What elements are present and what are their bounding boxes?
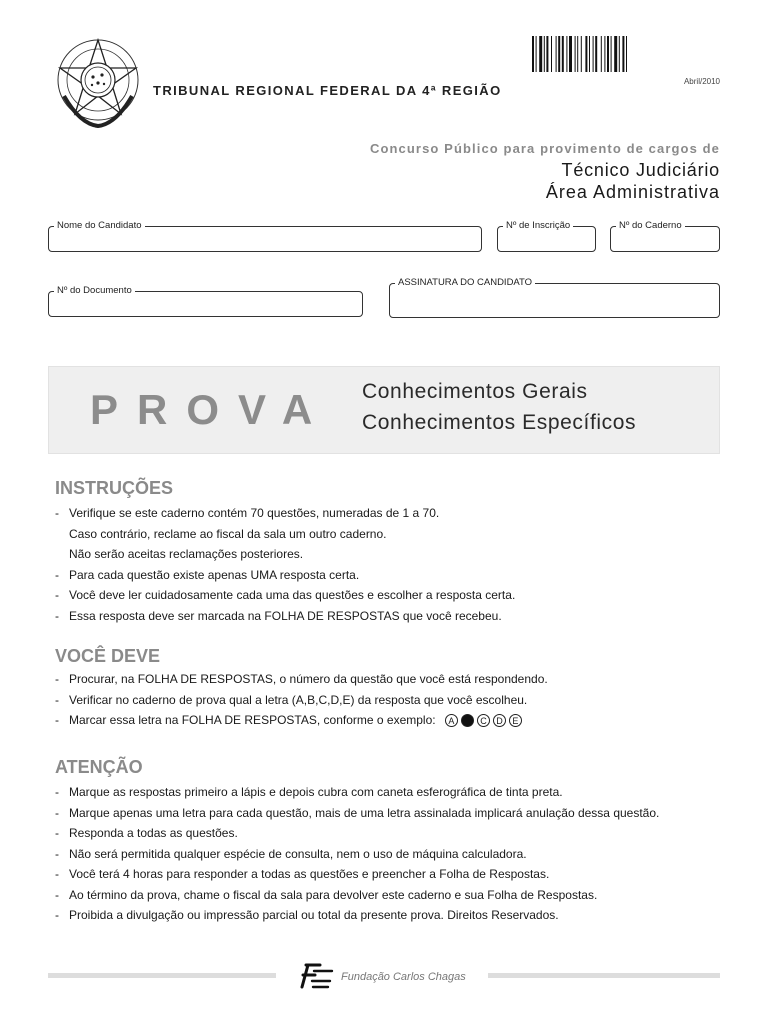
list-item: Não serão aceitas reclamações posteriores.	[69, 547, 304, 561]
list-item: - Você terá 4 horas para responder a todas as questões e preencher a Folha de Respostas.	[55, 867, 550, 881]
list-item: - Ao término da prova, chame o fiscal da sala para devolver este caderno e sua Folha de Respostas.	[55, 887, 598, 902]
cargo-title: Técnico Judiciário	[561, 160, 720, 180]
tribunal-title: TRIBUNAL REGIONAL FEDERAL DA 4ª REGIÃO	[153, 83, 502, 98]
list-item: - Marque apenas uma letra para cada questão, mais de uma letra assinalada implicará anulação dessa questão.	[55, 805, 660, 820]
footer-divider-right	[488, 973, 720, 978]
voce-deve-list	[55, 669, 548, 731]
inscricao-field[interactable]	[497, 220, 596, 252]
list-item: - Para cada questão existe apenas UMA resposta certa.	[55, 567, 360, 582]
concurso-subtitle: Concurso Público para provimento de cargos de	[369, 141, 720, 156]
caderno-label: Nº do Caderno	[616, 220, 685, 231]
brasil-coat-of-arms-seal	[50, 34, 146, 130]
list-item: Caso contrário, reclame ao fiscal da sala um outro caderno.	[69, 526, 387, 541]
list-item: - Não será permitida qualquer espécie de consulta, nem o uso de máquina calculadora.	[55, 846, 527, 861]
bubble-d: D	[493, 714, 506, 727]
list-item: - Verifique se este caderno contém 70 questões, numeradas de 1 a 70.	[55, 506, 440, 520]
atencao-heading: ATENÇÃO	[55, 757, 143, 777]
inscricao-label: Nº de Inscrição	[503, 220, 573, 231]
list-item: - Proibida a divulgação ou impressão parcial ou total da presente prova. Direitos Reservados.	[55, 908, 559, 922]
exam-date: Abril/2010	[683, 77, 720, 86]
bubble-a: A	[445, 714, 458, 727]
footer-divider-left	[48, 973, 276, 978]
answer-example	[445, 714, 522, 727]
assinatura-field[interactable]	[389, 277, 720, 318]
bubble-c: C	[477, 714, 490, 727]
conhecimentos-gerais: Conhecimentos Gerais	[362, 380, 588, 403]
prova-title: PROVA	[90, 386, 332, 433]
fcc-logo-icon	[298, 962, 334, 990]
bubble-e: E	[509, 714, 522, 727]
conhecimentos-especificos: Conhecimentos Específicos	[362, 411, 637, 434]
atencao-list	[55, 782, 659, 926]
caderno-field[interactable]	[610, 220, 720, 252]
documento-field[interactable]	[48, 285, 363, 317]
list-item: - Marque as respostas primeiro a lápis e depois cubra com caneta esferográfica de tinta preta.	[55, 785, 563, 799]
fcc-name: Fundação Carlos Chagas	[341, 971, 466, 983]
nome-candidato-field[interactable]	[48, 220, 482, 252]
list-item: - Marcar essa letra na FOLHA DE RESPOSTAS, conforme o exemplo: A C D E	[55, 710, 548, 731]
instrucoes-list	[55, 503, 515, 626]
barcode-image	[532, 36, 720, 72]
documento-label: Nº do Documento	[54, 285, 135, 296]
bubble-b-marked	[461, 714, 474, 727]
voce-deve-heading: VOCÊ DEVE	[55, 646, 161, 666]
list-item: - Você deve ler cuidadosamente cada uma das questões e escolher a resposta certa.	[55, 588, 516, 602]
cargo-area: Área Administrativa	[545, 182, 720, 202]
list-item: - Essa resposta deve ser marcada na FOLHA DE RESPOSTAS que você recebeu.	[55, 608, 502, 623]
list-item: - Verificar no caderno de prova qual a letra (A,B,C,D,E) da resposta que você escolheu.	[55, 692, 528, 707]
assinatura-label: ASSINATURA DO CANDIDATO	[395, 277, 535, 288]
nome-candidato-label: Nome do Candidato	[54, 220, 145, 231]
list-item: - Procurar, na FOLHA DE RESPOSTAS, o número da questão que você está respondendo.	[55, 672, 548, 686]
instrucoes-heading: INSTRUÇÕES	[55, 478, 174, 498]
list-item: - Responda a todas as questões.	[55, 826, 238, 840]
